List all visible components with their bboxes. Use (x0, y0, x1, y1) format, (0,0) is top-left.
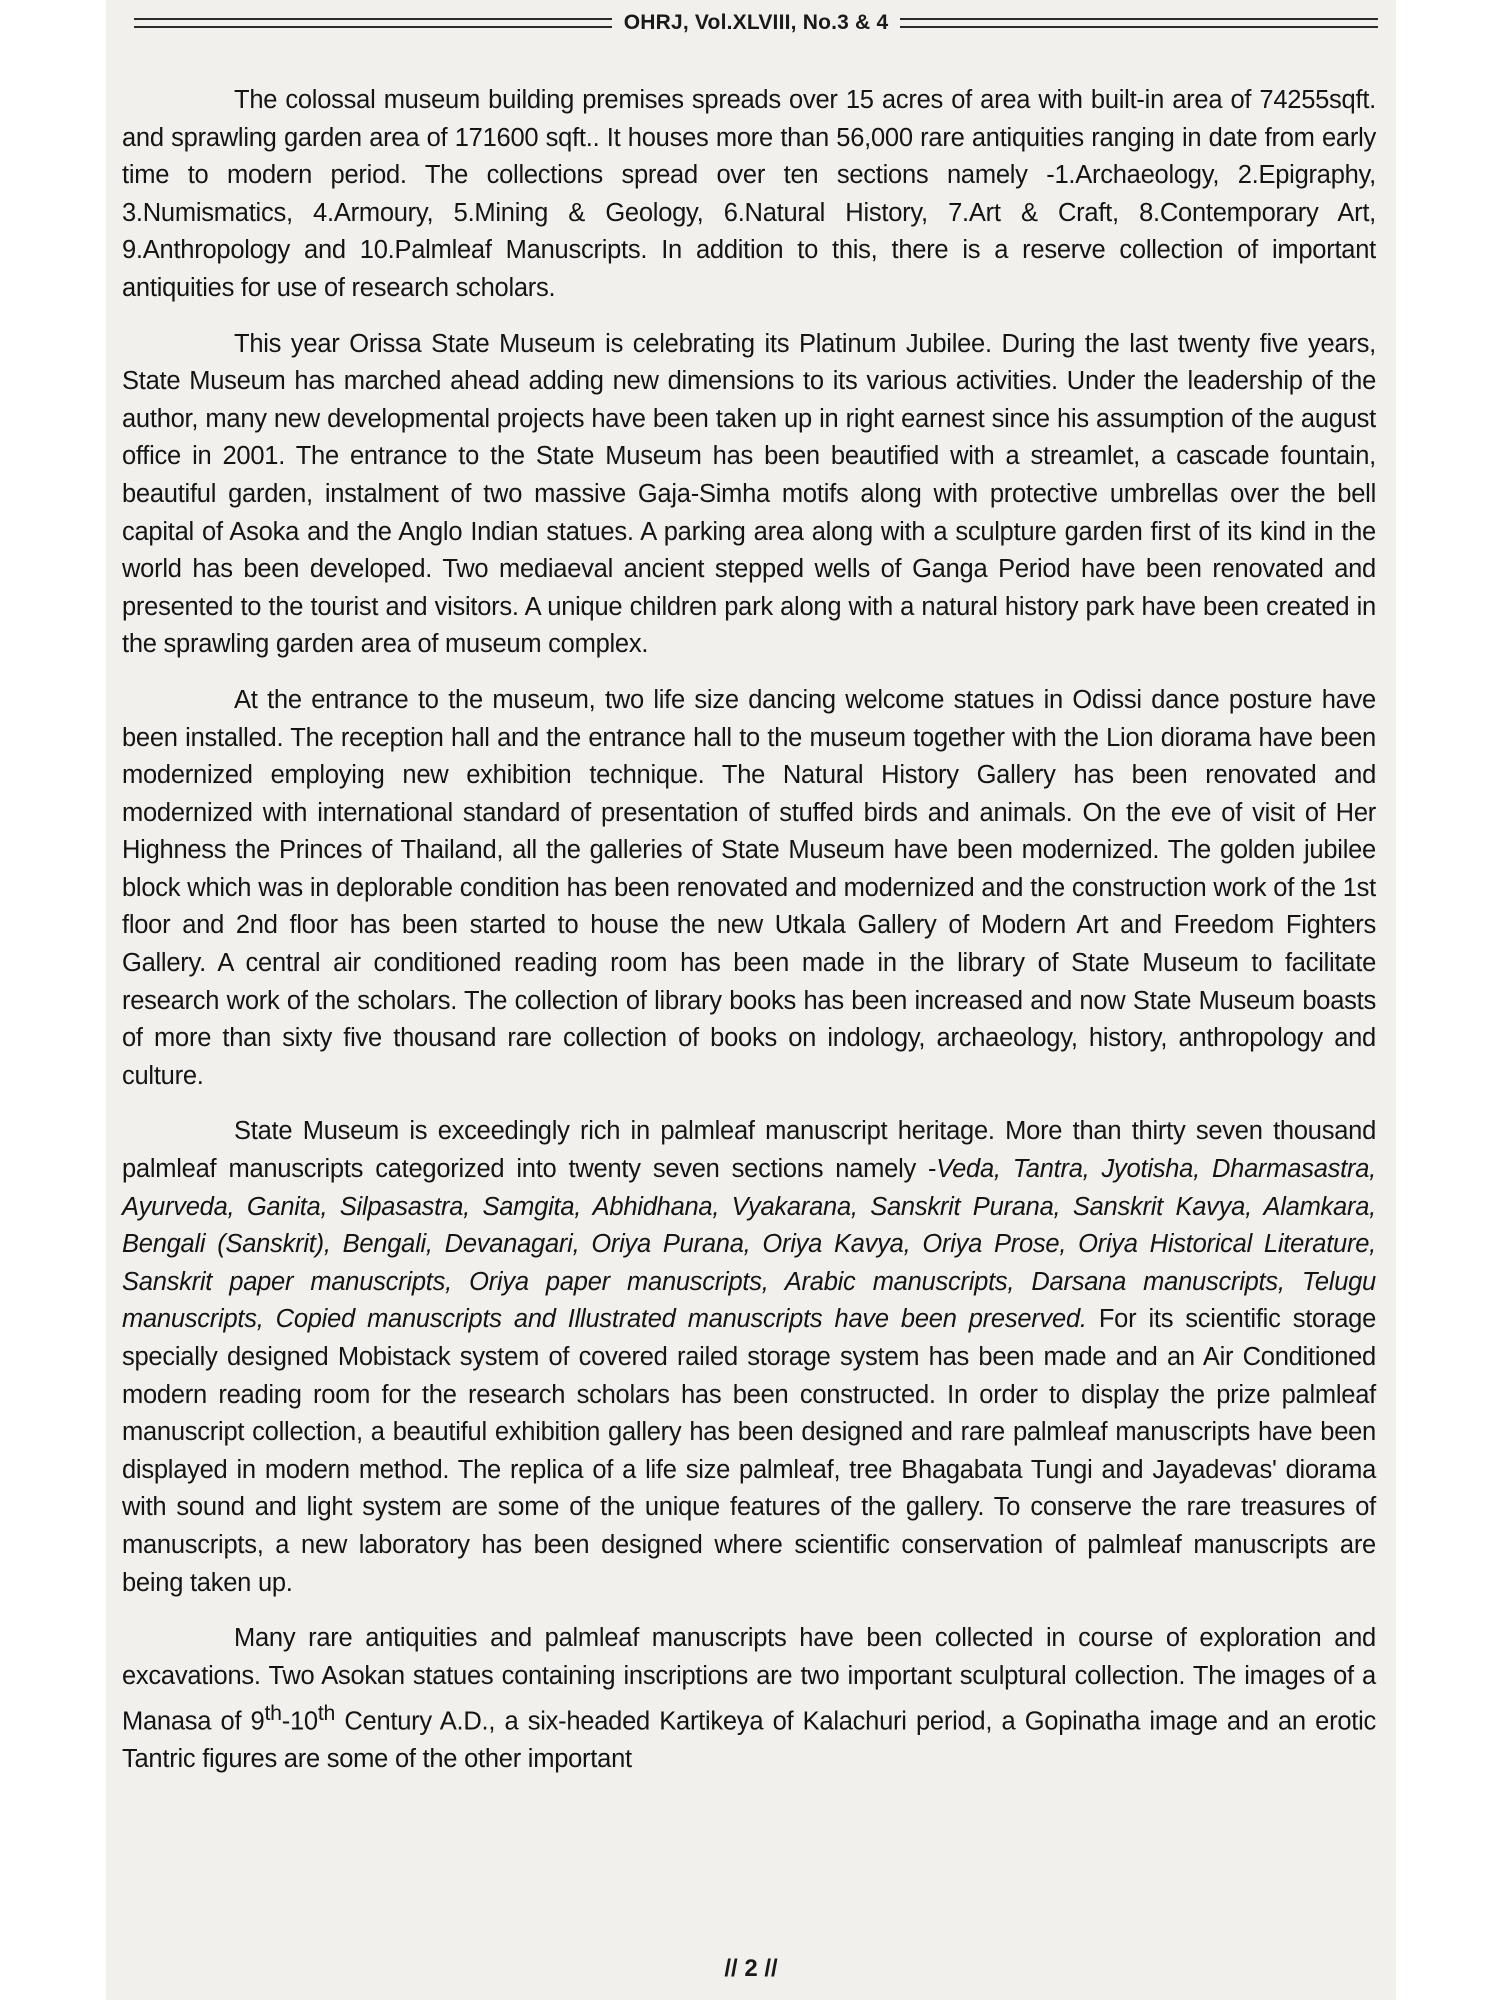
document-page (106, 0, 1396, 2000)
paragraph-palmleaf (122, 1113, 1376, 1602)
article-body (122, 82, 1376, 1791)
palmleaf-sections: Veda, Tantra, Jyotisha, Dharmasastra, Ayurveda, Ganita, Silpasastra, Samgita, Abhidhana, Vyakarana, Sanskrit Purana, Sanskrit Kavya, Alamkara, Bengali (Sanskrit), Bengali, Devanagari, Oriya Purana, Oriya Kavya, Oriya Prose, Oriya Historical Literature, Sanskrit paper manuscripts, Oriya paper manuscripts, Arabic manuscripts, Darsana manuscripts, Telugu manuscripts, Copied manuscripts and Illustrated manuscripts have been preserved. (122, 1155, 1376, 1334)
header-rule-left (134, 18, 612, 28)
paragraph-entrance: At the entrance to the museum, two life size dancing welcome statues in Odissi dance posture have been installed. The reception hall and the entrance hall to the museum together with the Lion diorama have been modernized employing new exhibition technique. The Natural History Gallery has been renovated and modernized with international standard of presentation of stuffed birds and animals. On the eve of visit of Her Highness the Princes of Thailand, all the galleries of State Museum have been modernized. The golden jubilee block which was in deplorable condition has been renovated and modernized and the construction work of the 1st floor and 2nd floor has been started to house the new Utkala Gallery of Modern Art and Freedom Fighters Gallery. A central air conditioned reading room has been made in the library of State Museum to facilitate research work of the scholars. The collection of library books has been increased and now State Museum boasts of more than sixty five thousand rare collection of books on indology, archaeology, history, anthropology and culture. (122, 685, 1376, 1090)
century-range: -10 (281, 1707, 318, 1736)
running-header (134, 8, 1378, 38)
antiquities-start: Many rare antiquities and palmleaf manuscripts have been collected in course of exploration and excavations. Two Asokan statues containing inscriptions are two important sculptural collection. The images of a Manasa of 9 (122, 1624, 1376, 1736)
journal-title: OHRJ, Vol.XLVIII, No.3 & 4 (623, 11, 889, 34)
header-rule-right (900, 18, 1378, 28)
antiquities-end: Century A.D., a six-headed Kartikeya of Kalachuri period, a Gopinatha image and an erotic Tantric figures are some of the other important (122, 1707, 1376, 1774)
palmleaf-intro: State Museum is exceedingly rich in palmleaf manuscript heritage. More than thirty seven thousand palmleaf manuscripts categorized into twenty seven sections namely - (122, 1117, 1376, 1184)
paragraph-antiquities (122, 1620, 1376, 1779)
page-number: // 2 // (724, 1955, 778, 1982)
palmleaf-storage: For its scientific storage specially designed Mobistack system of covered railed storage system has been made and an Air Conditioned modern reading room for the research scholars has been constructed. In order to display the prize palmleaf manuscript collection, a beautiful exhibition gallery has been designed and rare palmleaf manuscripts have been displayed in modern method. The replica of a life size palmleaf, tree Bhagabata Tungi and Jayadevas' diorama with sound and light system are some of the unique features of the gallery. To conserve the rare treasures of manuscripts, a new laboratory has been designed where scientific conservation of palmleaf manuscripts are being taken up. (122, 1305, 1376, 1597)
ordinal-suffix: th (264, 1701, 282, 1726)
ordinal-suffix: th (317, 1701, 336, 1726)
paragraph-platinum-jubilee: This year Orissa State Museum is celebrating its Platinum Jubilee. During the last twenty five years, State Museum has marched ahead adding new dimensions to its various activities. Under the leadership of the author, many new developmental projects have been taken up in right earnest since his assumption of the august office in 2001. The entrance to the State Museum has been beautified with a streamlet, a cascade fountain, beautiful garden, instalment of two massive Gaja-Simha motifs along with protective umbrellas over the bell capital of Asoka and the Anglo Indian statues. A parking area along with a sculpture garden first of its kind in the world has been developed. Two mediaeval ancient stepped wells of Ganga Period have been renovated and presented to the tourist and visitors. A unique children park along with a natural history park have been created in the sprawling garden area of museum complex. (122, 329, 1376, 659)
paragraph-collections: The colossal museum building premises spreads over 15 acres of area with built-in area of 74255sqft. and sprawling garden area of 171600 sqft.. It houses more than 56,000 rare antiquities ranging in date from early time to modern period. The collections spread over ten sections namely -1.Archaeology, 2.Epigraphy, 3.Numismatics, 4.Armoury, 5.Mining & Geology, 6.Natural History, 7.Art & Craft, 8.Contemporary Art, 9.Anthropology and 10.Palmleaf Manuscripts. In addition to this, there is a reserve collection of important antiquities for use of research scholars. (122, 86, 1376, 302)
